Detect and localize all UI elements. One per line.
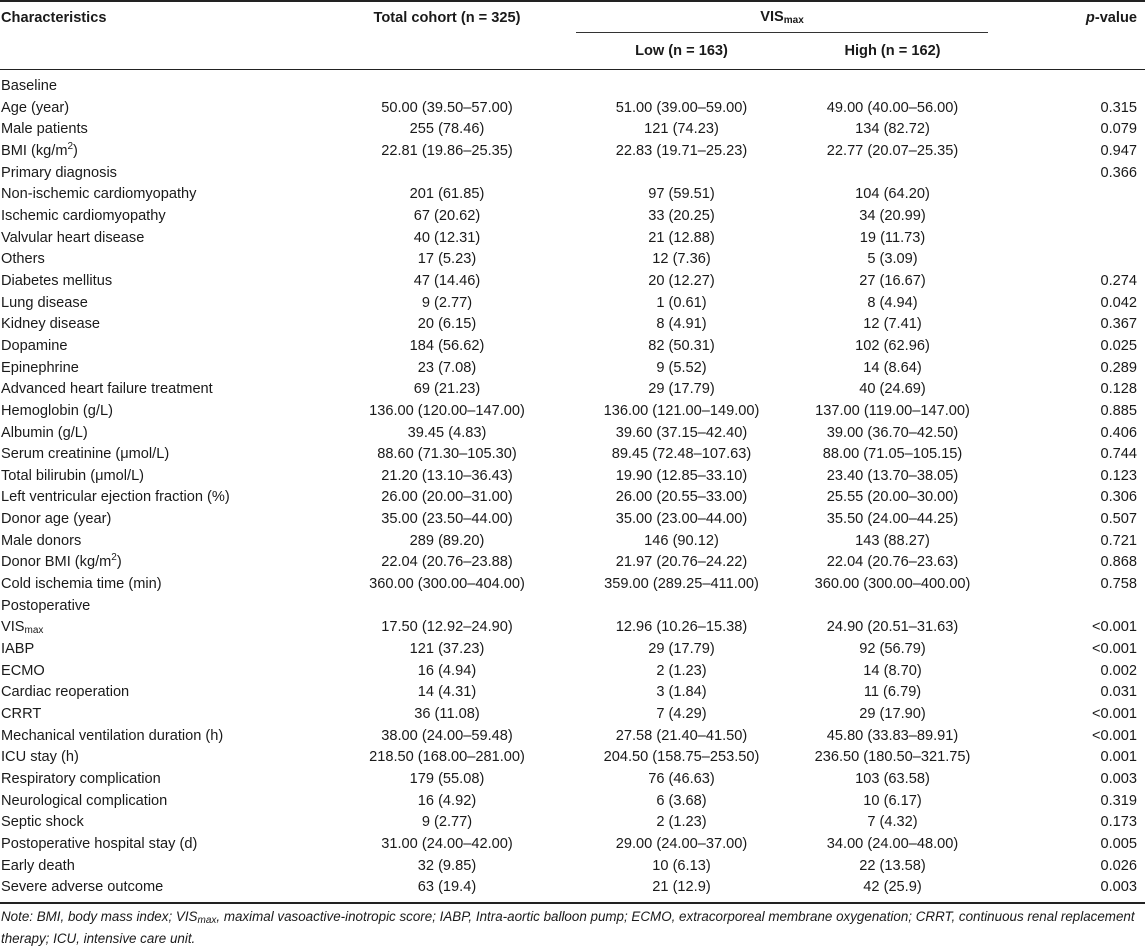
cell-total-cohort: 50.00 (39.50–57.00) — [381, 99, 513, 116]
cell-p-value: 0.721 — [1100, 532, 1138, 549]
row-label — [0, 487, 318, 509]
row-label-text: Respiratory complication — [1, 771, 161, 787]
row-label-text: Cardiac reoperation — [1, 684, 130, 701]
table-row — [0, 206, 1145, 228]
cell-high-group: 102 (62.96) — [855, 337, 930, 354]
cell-total-cohort: 36 (11.08) — [414, 706, 480, 723]
cell-low-group: 21.97 (20.76–24.22) — [615, 554, 748, 571]
cell-low-group: 9 (5.52) — [656, 359, 707, 376]
table-row — [0, 336, 1145, 358]
row-label-superscript: 2 — [111, 552, 117, 564]
row-label-text: Age (year) — [1, 99, 70, 116]
cell-total-cohort: 67 (20.62) — [413, 207, 481, 224]
cell-total-cohort: 179 (55.08) — [409, 771, 485, 787]
cell-total-cohort: 20 (6.15) — [417, 316, 477, 333]
cell-high-group: 134 (82.72) — [855, 121, 930, 138]
cell-p-value: 0.005 — [1100, 835, 1138, 852]
cell-high-group: 360.00 (300.00–400.00) — [814, 576, 971, 593]
cell-p-value: 0.128 — [1100, 381, 1138, 398]
cell-high-group: 236.50 (180.50–321.75) — [814, 749, 971, 766]
cell-total-cohort: 121 (37.23) — [409, 641, 485, 658]
table-body — [0, 70, 1145, 903]
cell-low-group: 359.00 (289.25–411.00) — [604, 576, 759, 593]
cell-high-group: 7 (4.32) — [867, 814, 918, 831]
row-label — [0, 206, 318, 228]
row-label-text: Hemoglobin (g/L) — [1, 402, 113, 419]
cell-p-value: 0.758 — [1100, 576, 1138, 593]
cell-total-cohort: 47 (14.46) — [413, 272, 481, 289]
cell-total-cohort: 255 (78.46) — [409, 121, 485, 138]
cell-low-group: 89.45 (72.48–107.63) — [611, 446, 752, 463]
cell-high-group: 22 (13.58) — [859, 857, 926, 874]
table-row — [0, 293, 1145, 315]
cell-p-value — [998, 228, 1145, 250]
row-label-tail: ) — [116, 554, 122, 571]
table-row — [0, 704, 1145, 726]
cell-p-value: 0.274 — [1100, 272, 1138, 289]
row-label — [0, 877, 318, 903]
row-label-subscript: max — [24, 625, 44, 637]
cell-p-value: 0.042 — [1100, 294, 1138, 311]
row-label-text: Primary diagnosis — [1, 164, 117, 181]
table-row — [0, 228, 1145, 250]
row-label-text: Male patients — [1, 121, 88, 138]
row-label — [0, 249, 318, 271]
cell-low-group: 10 (6.13) — [652, 857, 711, 874]
cell-low-group: 146 (90.12) — [644, 532, 719, 549]
row-label-text: Neurological complication — [1, 792, 168, 809]
row-label — [0, 423, 318, 445]
table-row — [0, 509, 1145, 531]
cell-total-cohort: 360.00 (300.00–404.00) — [369, 576, 525, 593]
row-label-text: Non-ischemic cardiomyopathy — [1, 186, 197, 203]
cell-high-group: 5 (3.09) — [867, 251, 918, 268]
table-row — [0, 596, 1145, 618]
cell-total-cohort: 136.00 (120.00–147.00) — [369, 402, 525, 419]
row-label — [0, 444, 318, 466]
cell-p-value: <0.001 — [1091, 706, 1138, 723]
row-label-text: IABP — [1, 641, 35, 658]
row-label — [0, 401, 318, 423]
cell-p-value: 0.289 — [1100, 359, 1138, 376]
table-row — [0, 98, 1145, 120]
cell-p-value: 0.366 — [1100, 164, 1138, 181]
cell-total-cohort: 39.45 (4.83) — [407, 424, 487, 441]
cell-p-value: <0.001 — [1091, 641, 1138, 658]
cell-p-value: 0.001 — [1100, 749, 1138, 766]
cell-p-value: 0.026 — [1100, 857, 1138, 874]
row-label-text: Septic shock — [1, 814, 84, 831]
cell-high-group: 8 (4.94) — [867, 294, 918, 311]
header-spacer — [0, 33, 318, 70]
table-row — [0, 639, 1145, 661]
cell-high-group — [787, 163, 998, 185]
table-row — [0, 531, 1145, 553]
cell-high-group: 143 (88.27) — [855, 532, 930, 549]
cell-total-cohort: 14 (4.31) — [417, 684, 477, 701]
cell-low-group: 21 (12.9) — [576, 877, 787, 903]
cell-high-group: 49.00 (40.00–56.00) — [826, 99, 959, 116]
header-p-italic: p — [1085, 9, 1095, 26]
cell-high-group — [787, 596, 998, 618]
row-label — [0, 466, 318, 488]
cell-total-cohort: 23 (7.08) — [417, 359, 477, 376]
row-label-text: Donor age (year) — [1, 511, 112, 528]
row-label — [0, 119, 318, 141]
row-label-text: Baseline — [1, 78, 57, 94]
cell-high-group: 22.77 (20.07–25.35) — [826, 142, 959, 159]
cell-total-cohort: 289 (89.20) — [409, 532, 485, 549]
cell-total-cohort: 26.00 (20.00–31.00) — [381, 489, 513, 506]
table-row — [0, 552, 1145, 574]
cell-p-value: 0.003 — [1100, 771, 1138, 787]
cell-total-cohort: 38.00 (24.00–59.48) — [381, 727, 513, 744]
row-label-text: CRRT — [1, 706, 42, 723]
cell-total-cohort — [318, 163, 576, 185]
row-label-text: Postoperative — [1, 597, 91, 614]
cell-total-cohort: 32 (9.85) — [417, 857, 477, 874]
row-label — [0, 509, 318, 531]
cell-high-group: 24.90 (20.51–31.63) — [826, 619, 959, 636]
row-label-text: Albumin (g/L) — [1, 424, 88, 441]
table-row — [0, 70, 1145, 98]
row-label — [0, 834, 318, 856]
cell-low-group: 204.50 (158.75–253.50) — [603, 749, 760, 766]
row-label-text: Severe adverse outcome — [1, 879, 164, 896]
table-row — [0, 314, 1145, 336]
footnote-text-continued: , maximal vasoactive-inotropic score; IABP, Intra-aortic balloon pump; ECMO, extracorporeal membrane oxygenation; CRRT, continuous renal replacement therapy; ICU, intensive care unit. — [1, 909, 1135, 946]
cell-p-value — [998, 596, 1145, 618]
cell-low-group: 8 (4.91) — [656, 316, 707, 333]
table-row — [0, 834, 1145, 856]
cell-total-cohort: 22.04 (20.76–23.88) — [381, 554, 513, 571]
row-label — [0, 747, 318, 769]
cell-high-group: 19 (11.73) — [859, 229, 926, 246]
cell-low-group: 19.90 (12.85–33.10) — [615, 467, 748, 484]
cell-p-value: 0.306 — [1100, 489, 1138, 506]
cell-low-group: 136.00 (121.00–149.00) — [603, 402, 760, 419]
cell-total-cohort: 69 (21.23) — [413, 381, 481, 398]
row-label — [0, 812, 318, 834]
cell-p-value: 0.406 — [1100, 424, 1138, 441]
header-vis-label: VIS — [760, 9, 784, 25]
footnote-text: Note: BMI, body mass index; VIS — [1, 909, 198, 924]
cell-p-value: 0.367 — [1100, 316, 1138, 333]
table-footnote — [1, 906, 1141, 950]
cell-total-cohort: 9 (2.77) — [421, 814, 473, 831]
row-label-text: Kidney disease — [1, 316, 100, 333]
row-label — [0, 98, 318, 120]
cell-low-group: 121 (74.23) — [644, 121, 719, 138]
row-label-text: VIS — [1, 619, 25, 636]
row-label — [0, 314, 318, 336]
header-spacer — [318, 33, 576, 70]
cell-high-group: 25.55 (20.00–30.00) — [826, 489, 959, 506]
cell-low-group — [576, 596, 787, 618]
cell-total-cohort: 63 (19.4) — [318, 877, 576, 903]
table-row — [0, 141, 1145, 163]
table-row — [0, 856, 1145, 878]
header-p-value — [998, 1, 1145, 33]
header-low-group: Low (n = 163) — [576, 33, 787, 70]
cell-high-group: 23.40 (13.70–38.05) — [826, 467, 959, 484]
cell-low-group: 76 (46.63) — [648, 771, 715, 787]
cell-p-value: 0.123 — [1100, 467, 1138, 484]
table-header — [0, 1, 1145, 70]
table-row — [0, 791, 1145, 813]
row-label — [0, 726, 318, 748]
cell-low-group: 3 (1.84) — [656, 684, 707, 701]
row-label — [0, 271, 318, 293]
cell-p-value — [998, 184, 1145, 206]
cell-low-group: 35.00 (23.00–44.00) — [615, 511, 748, 528]
cell-high-group: 103 (63.58) — [855, 771, 930, 787]
cell-low-group: 39.60 (37.15–42.40) — [615, 424, 748, 441]
table-row — [0, 401, 1145, 423]
table-row — [0, 812, 1145, 834]
cell-high-group: 14 (8.70) — [863, 662, 922, 679]
row-label — [0, 769, 318, 791]
cell-total-cohort: 35.00 (23.50–44.00) — [381, 511, 513, 528]
table-row — [0, 379, 1145, 401]
cell-high-group: 34.00 (24.00–48.00) — [826, 835, 959, 852]
cell-p-value — [998, 70, 1145, 98]
header-vis-subscript: max — [783, 15, 804, 26]
table-row — [0, 747, 1145, 769]
cell-high-group: 39.00 (36.70–42.50) — [826, 424, 959, 441]
row-label-text: Left ventricular ejection fraction (%) — [1, 489, 230, 506]
row-label-text: Total bilirubin (μmol/L) — [1, 467, 145, 484]
cell-p-value: 0.031 — [1100, 684, 1138, 701]
table-row — [0, 487, 1145, 509]
table-row — [0, 184, 1145, 206]
cell-total-cohort: 218.50 (168.00–281.00) — [369, 749, 525, 766]
table-row — [0, 444, 1145, 466]
cell-high-group: 40 (24.69) — [859, 381, 926, 398]
cell-p-value: <0.001 — [1091, 727, 1138, 744]
row-label — [0, 336, 318, 358]
cell-high-group: 27 (16.67) — [859, 272, 926, 289]
cell-low-group: 26.00 (20.55–33.00) — [615, 489, 748, 506]
cell-low-group: 29 (17.79) — [648, 641, 715, 658]
table-row — [0, 617, 1145, 639]
table-row — [0, 466, 1145, 488]
cell-total-cohort: 201 (61.85) — [409, 186, 485, 203]
cell-total-cohort: 40 (12.31) — [413, 229, 481, 246]
row-label-tail: ) — [73, 142, 78, 159]
cell-high-group: 92 (56.79) — [859, 641, 926, 658]
row-label-text: Advanced heart failure treatment — [1, 381, 213, 398]
cell-high-group: 137.00 (119.00–147.00) — [815, 402, 970, 419]
cell-total-cohort: 17.50 (12.92–24.90) — [381, 619, 513, 636]
table-row — [0, 682, 1145, 704]
cell-p-value: 0.002 — [1100, 662, 1138, 679]
row-label-text: ICU stay (h) — [1, 749, 79, 766]
cell-low-group: 29.00 (24.00–37.00) — [615, 835, 748, 852]
cell-total-cohort: 184 (56.62) — [409, 337, 485, 354]
cell-high-group — [787, 70, 998, 98]
row-label-text: Serum creatinine (μmol/L) — [1, 446, 170, 463]
cell-total-cohort: 31.00 (24.00–42.00) — [381, 835, 513, 852]
row-label — [0, 704, 318, 726]
row-label — [0, 184, 318, 206]
row-label-text: Mechanical ventilation duration (h) — [1, 727, 224, 744]
table-row — [0, 163, 1145, 185]
header-total-cohort: Total cohort (n = 325) — [318, 1, 576, 33]
cell-p-value: 0.744 — [1100, 446, 1138, 463]
row-label — [0, 856, 318, 878]
cell-total-cohort: 9 (2.77) — [421, 294, 473, 311]
cell-low-group: 22.83 (19.71–25.23) — [615, 142, 748, 159]
cell-low-group: 20 (12.27) — [648, 272, 715, 289]
cell-total-cohort: 88.60 (71.30–105.30) — [377, 446, 517, 463]
row-label — [0, 791, 318, 813]
cell-high-group: 45.80 (33.83–89.91) — [826, 727, 959, 744]
row-label-text: Early death — [1, 857, 75, 874]
row-label-text: Donor BMI (kg/m — [1, 554, 112, 571]
cell-low-group: 1 (0.61) — [656, 294, 707, 311]
table-row — [0, 574, 1145, 596]
table-row — [0, 423, 1145, 445]
cell-total-cohort: 17 (5.23) — [417, 251, 477, 268]
row-label — [0, 617, 318, 639]
row-label — [0, 163, 318, 185]
cell-p-value — [998, 206, 1145, 228]
cell-low-group: 51.00 (39.00–59.00) — [615, 99, 748, 116]
cell-low-group: 97 (59.51) — [648, 186, 715, 203]
cell-p-value: 0.885 — [1100, 402, 1138, 419]
cell-p-value: 0.507 — [1100, 511, 1138, 528]
cell-p-value: 0.079 — [1100, 121, 1138, 138]
row-label-text: Others — [1, 251, 45, 268]
row-label — [0, 574, 318, 596]
row-label — [0, 70, 318, 98]
cell-low-group: 6 (3.68) — [656, 792, 707, 809]
footnote-subscript: max — [197, 915, 217, 926]
cell-low-group: 12 (7.36) — [652, 251, 711, 268]
cell-low-group — [576, 70, 787, 98]
cell-low-group: 12.96 (10.26–15.38) — [615, 619, 748, 636]
cell-high-group: 22.04 (20.76–23.63) — [826, 554, 959, 571]
row-label — [0, 141, 318, 163]
table-row — [0, 877, 1145, 903]
row-label — [0, 228, 318, 250]
row-label — [0, 661, 318, 683]
cell-low-group: 7 (4.29) — [656, 706, 707, 723]
cell-low-group: 2 (1.23) — [656, 662, 707, 679]
table-row — [0, 726, 1145, 748]
cell-low-group: 33 (20.25) — [648, 207, 715, 224]
cell-p-value: <0.001 — [1091, 619, 1138, 636]
cell-p-value: 0.003 — [998, 877, 1145, 903]
cell-high-group: 12 (7.41) — [863, 316, 922, 333]
cell-high-group: 42 (25.9) — [787, 877, 998, 903]
row-label-text: Male donors — [1, 532, 82, 549]
table-row — [0, 769, 1145, 791]
header-spacer — [998, 33, 1145, 70]
cell-high-group: 104 (64.20) — [855, 186, 930, 203]
cell-high-group: 10 (6.17) — [863, 792, 922, 809]
row-label — [0, 639, 318, 661]
cell-low-group: 27.58 (21.40–41.50) — [615, 727, 748, 744]
cell-p-value: 0.319 — [1100, 792, 1138, 809]
cell-total-cohort: 16 (4.92) — [417, 792, 477, 809]
cell-low-group: 29 (17.79) — [648, 381, 715, 398]
table-row — [0, 358, 1145, 380]
cell-p-value: 0.868 — [1100, 554, 1138, 571]
row-label — [0, 379, 318, 401]
row-label-text: Epinephrine — [1, 359, 79, 376]
cell-high-group: 34 (20.99) — [859, 207, 926, 224]
row-label-text: ECMO — [1, 662, 45, 679]
table-row — [0, 249, 1145, 271]
row-label-text: Diabetes mellitus — [1, 272, 113, 289]
cell-p-value: 0.173 — [1100, 814, 1138, 831]
row-label — [0, 293, 318, 315]
cell-p-value: 0.025 — [1100, 337, 1138, 354]
row-label-text: BMI (kg/m — [1, 142, 68, 159]
row-label — [0, 552, 318, 574]
row-label-superscript: 2 — [67, 140, 74, 152]
cell-p-value: 0.947 — [1100, 142, 1138, 159]
cell-p-value: 0.315 — [1100, 99, 1138, 116]
table-row — [0, 271, 1145, 293]
row-label — [0, 596, 318, 618]
cell-total-cohort: 16 (4.94) — [417, 662, 477, 679]
header-high-group: High (n = 162) — [787, 33, 998, 70]
row-label-text: Dopamine — [1, 337, 68, 354]
cell-low-group: 21 (12.88) — [648, 229, 715, 246]
row-label-text: Ischemic cardiomyopathy — [1, 207, 166, 224]
row-label — [0, 682, 318, 704]
header-p-rest: -value — [1094, 9, 1138, 26]
row-label — [0, 531, 318, 553]
cell-high-group: 14 (8.64) — [863, 359, 922, 376]
row-label — [0, 358, 318, 380]
cell-high-group: 35.50 (24.00–44.25) — [826, 511, 959, 528]
row-label-text: Valvular heart disease — [1, 229, 145, 246]
cell-total-cohort — [318, 70, 576, 98]
header-characteristics: Characteristics — [0, 1, 318, 33]
cell-low-group: 82 (50.31) — [648, 337, 715, 354]
row-label-text: Lung disease — [1, 294, 88, 311]
cell-high-group: 88.00 (71.05–105.15) — [822, 446, 963, 463]
cell-p-value — [998, 249, 1145, 271]
table-row — [0, 119, 1145, 141]
header-vis-max — [576, 1, 998, 33]
row-label-text: Cold ischemia time (min) — [1, 576, 162, 593]
cell-total-cohort: 21.20 (13.10–36.43) — [381, 467, 513, 484]
row-label-text: Postoperative hospital stay (d) — [1, 835, 198, 852]
cell-high-group: 29 (17.90) — [859, 706, 926, 723]
cell-high-group: 11 (6.79) — [863, 684, 922, 701]
cell-total-cohort — [318, 596, 576, 618]
cell-total-cohort: 22.81 (19.86–25.35) — [381, 142, 513, 159]
cell-low-group: 2 (1.23) — [656, 814, 707, 831]
cell-low-group — [576, 163, 787, 185]
table-row — [0, 661, 1145, 683]
